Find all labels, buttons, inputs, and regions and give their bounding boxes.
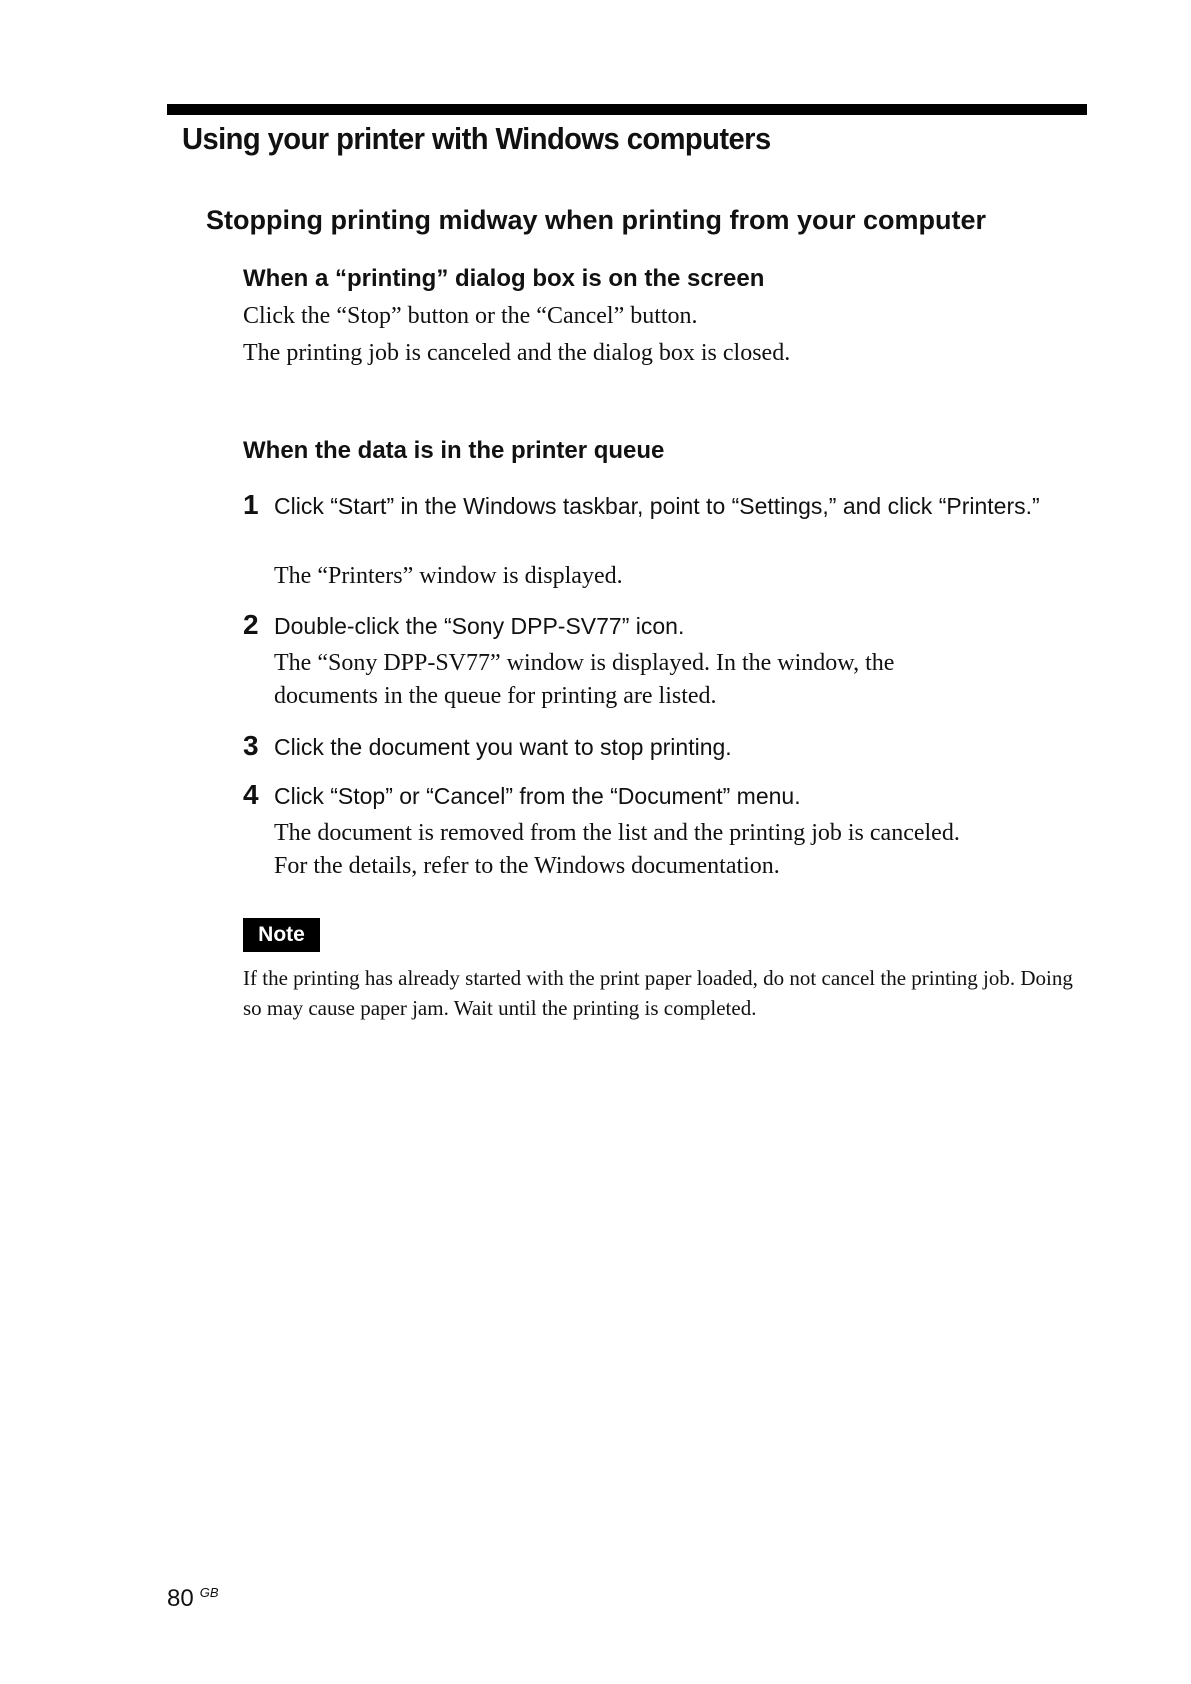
note-badge: Note	[243, 918, 320, 952]
step-instruction: Click the document you want to stop printing.	[274, 734, 732, 760]
dialog-line-1: Click the “Stop” button or the “Cancel” button.	[243, 303, 698, 329]
note-text: If the printing has already started with the print paper loaded, do not cancel the printing job. Doing so may cause paper jam. Wait until the printing is completed.	[243, 966, 1073, 1020]
step-instruction: Double-click the “Sony DPP-SV77” icon.	[274, 613, 685, 639]
step-instruction: Click “Start” in the Windows taskbar, point to “Settings,” and click “Printers.”	[274, 493, 1040, 519]
step-result-detail: For the details, refer to the Windows documentation.	[274, 853, 780, 879]
page-number	[167, 1578, 219, 1614]
step-number: 3	[243, 730, 259, 761]
page-number-value: 80	[167, 1585, 194, 1612]
section-heading: Stopping printing midway when printing from your computer	[206, 205, 986, 235]
step-result: The “Printers” window is displayed.	[274, 563, 623, 589]
step-number: 4	[243, 779, 259, 810]
page-language-suffix: GB	[199, 1585, 219, 1600]
queue-heading: When the data is in the printer queue	[243, 437, 665, 464]
step-number: 1	[243, 489, 259, 520]
step-result: The “Sony DPP-SV77” window is displayed. In the window, the documents in the queue for printing are listed.	[274, 650, 895, 709]
dialog-line-2: The printing job is canceled and the dialog box is closed.	[243, 340, 791, 366]
page-title: Using your printer with Windows computers	[182, 121, 771, 156]
step-instruction: Click “Stop” or “Cancel” from the “Document” menu.	[274, 783, 801, 809]
top-rule	[167, 104, 1087, 115]
step-result: The document is removed from the list and the printing job is canceled.	[274, 820, 960, 846]
dialog-heading: When a “printing” dialog box is on the screen	[243, 265, 765, 292]
step-number: 2	[243, 609, 259, 640]
